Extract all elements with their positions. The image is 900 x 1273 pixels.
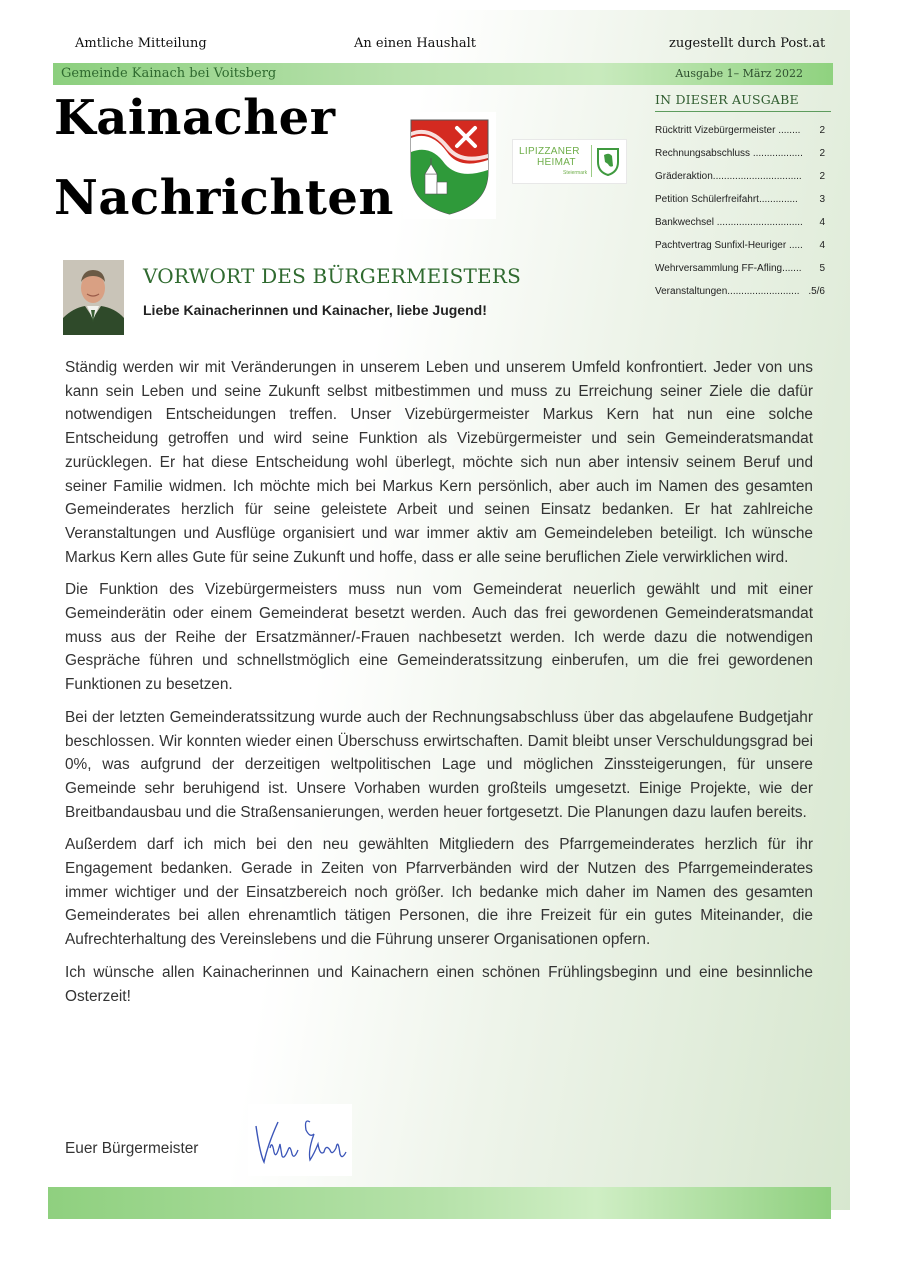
masthead-title-line2: Nachrichten xyxy=(54,170,394,226)
mayor-portrait-photo xyxy=(63,260,124,335)
toc-item-label: Bankwechsel ............................... xyxy=(655,217,803,228)
toc-item-page: 2 xyxy=(819,125,825,136)
toc-item-label: Wehrversammlung FF-Afling....... xyxy=(655,263,802,274)
toc-item-page: 2 xyxy=(819,171,825,182)
toc-item xyxy=(655,260,831,283)
toc-item-label: Rücktritt Vizebürgermeister ........ xyxy=(655,125,801,136)
mayor-signature xyxy=(248,1104,352,1176)
toc-item xyxy=(655,168,831,191)
logo-divider xyxy=(591,145,592,177)
toc-item xyxy=(655,214,831,237)
header-household: An einen Haushalt xyxy=(354,36,476,51)
toc-item-label: Pachtvertrag Sunfixl-Heuriger ..... xyxy=(655,240,803,251)
footer-bar xyxy=(48,1187,831,1219)
toc-item xyxy=(655,283,831,306)
closing-salutation: Euer Bürgermeister xyxy=(65,1140,199,1157)
toc-item-page: 3 xyxy=(819,194,825,205)
banner-issue: Ausgabe 1– März 2022 xyxy=(675,67,803,80)
header-official-notice: Amtliche Mitteilung xyxy=(75,36,207,51)
foreword-body xyxy=(65,356,813,1017)
toc-item-page: 2 xyxy=(819,148,825,159)
header-delivery: zugestellt durch Post.at xyxy=(669,36,826,51)
foreword-title: VORWORT DES BÜRGERMEISTERS xyxy=(143,264,521,288)
toc-item xyxy=(655,122,831,145)
toc-item xyxy=(655,145,831,168)
coat-of-arms-icon xyxy=(403,112,496,219)
toc-item xyxy=(655,237,831,260)
banner-bar xyxy=(53,63,833,85)
logo-text-line2: HEIMAT xyxy=(537,157,576,168)
horse-head-icon xyxy=(595,146,621,176)
toc-item-page: 5 xyxy=(819,263,825,274)
toc-item-page: 4 xyxy=(819,217,825,228)
toc-item-label: Rechnungsabschluss .................. xyxy=(655,148,803,159)
body-paragraph: Die Funktion des Vizebürgermeisters muss nun vom Gemeinderat neuerlich gewählt und mit einer Gemeinderätin oder einem Gemeinderat besetzt werden. Auch das frei gewordenen Gemeinderatsmandat muss aus der Reihe der Ersatzmänner/-Frauen nachbesetzt werden. Ich werde dazu die notwendigen Gespräche führen und schnellstmöglich eine Gemeinderatssitzung einberufen, um die frei gewordenen Funktionen zu besetzen. xyxy=(65,581,813,694)
lipizzaner-heimat-logo xyxy=(512,139,627,184)
toc-item-label: Veranstaltungen.......................... xyxy=(655,286,800,297)
logo-text-line3: Steiermark xyxy=(563,170,588,176)
foreword-greeting: Liebe Kainacherinnen und Kainacher, liebe Jugend! xyxy=(143,302,487,318)
body-paragraph: Ich wünsche allen Kainacherinnen und Kainachern einen schönen Frühlingsbeginn und eine besinnliche Osterzeit! xyxy=(65,963,813,1005)
body-paragraph: Bei der letzten Gemeinderatssitzung wurde auch der Rechnungsabschluss über das abgelaufene Budgetjahr beschlossen. Wir konnten wieder einen Überschuss erwirtschaften. Damit bleibt unser Verschuldungsgrad bei 0%, was aufgrund der derzeitigen weltpolitischen Lage und möglichen Zinssteigerungen, für unsere Gemeinde sehr beruhigend ist. Unsere Vorhaben wurden großteils umgesetzt. Einige Projekte, wie der Breitbandausbau und die Straßensanierungen, werden heuer fortgesetzt. Die Planungen dazu laufen bereits. xyxy=(65,708,813,821)
toc-item-page: 4 xyxy=(819,240,825,251)
toc-heading: IN DIESER AUSGABE xyxy=(655,92,831,112)
table-of-contents xyxy=(655,92,831,306)
banner-municipality: Gemeinde Kainach bei Voitsberg xyxy=(61,66,277,81)
toc-item-page: .5/6 xyxy=(808,286,825,297)
toc-item-label: Gräderaktion................................ xyxy=(655,171,802,182)
body-paragraph: Außerdem darf ich mich bei den neu gewählten Mitgliedern des Pfarrgemeinderates herzlich für ihr Engagement bedanken. Gerade in Zeiten von Pfarrverbänden wird der Nutzen des Pfarrgemeinderates immer wichtiger und der Einsatzbereich noch größer. Ich bedanke mich daher im Namen des gesamten Gemeinderates bei allen ehrenamtlich tätigen Personen, die ihre Freizeit für ein gutes Miteinander, die Aufrechterhaltung des Vereinslebens und die Führung unserer Organisationen opfern. xyxy=(65,836,813,949)
logo-text-line1: LIPIZZANER xyxy=(519,146,580,157)
toc-item-label: Petition Schülerfreifahrt.............. xyxy=(655,194,798,205)
masthead-title-line1: Kainacher xyxy=(54,90,336,146)
toc-item xyxy=(655,191,831,214)
body-paragraph: Ständig werden wir mit Veränderungen in unserem Leben und unserem Umfeld konfrontiert. Jeder von uns kann sein Leben und seine Zukunft selbst mitbestimmen und muss zu Erreichung seiner Ziele die dafür notwendigen Entscheidungen treffen. Unser Vizebürgermeister Markus Kern hat nun eine solche Entscheidung getroffen und wird seine Funktion als Vizebürgermeister und sein Gemeinderatsmandat zurücklegen. Er hat diese Entscheidung wohl überlegt, möchte sich nun aber intensiv seinem Beruf und seiner Familie widmen. Ich möchte mich bei Markus Kern persönlich, aber auch im Namen des gesamten Gemeinderates herzlich für seine geleistete Arbeit und seinen Einsatz bedanken. Er hat zahlreiche Veranstaltungen und Ausflüge organisiert und war immer aktiv am Gemeindeleben beteiligt. Ich wünsche Markus Kern alles Gute für seine Zukunft und hoffe, dass er alle seine beruflichen Ziele verwirklichen wird. xyxy=(65,359,813,566)
